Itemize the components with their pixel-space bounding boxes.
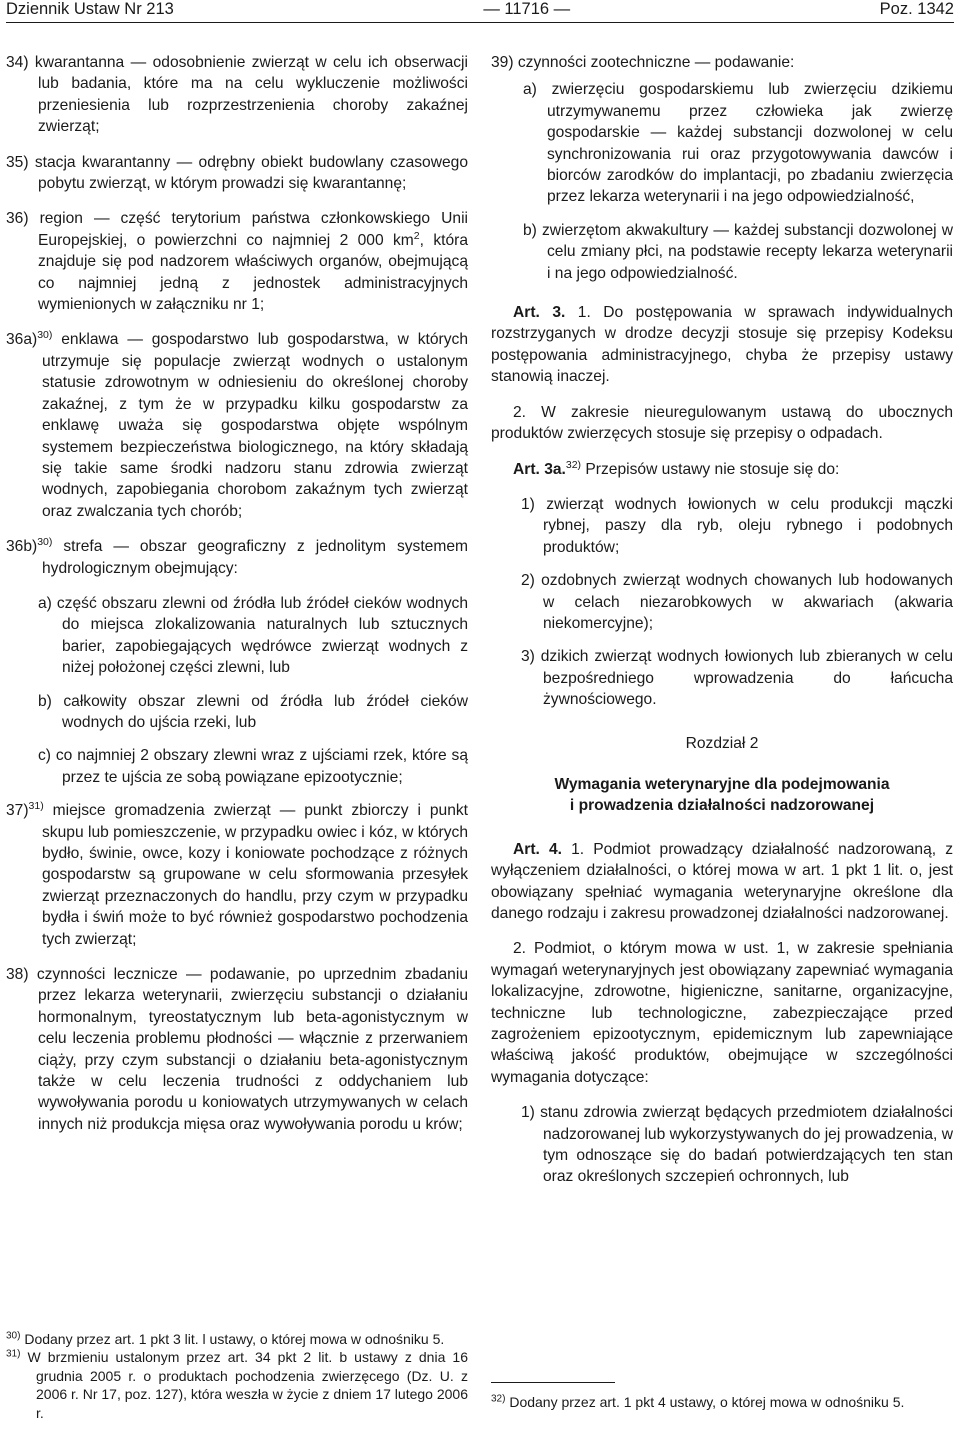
right-column: [491, 52, 953, 1200]
definition-37-text: miejsce gromadzenia zwierząt — punkt zbiorczy i punkt skupu lub pomieszczenie, w przypadku owiec i kóz, w których bydło, świnie, owce, kozy i koniowate pochodzące z różnych gospodarstw są grupowane w celu sformowania przesyłek zwierząt przeznaczonych do handlu, przy czym w przypadku bydła i świń może to być również gospodarstwo pochodzenia tych zwierząt;: [42, 802, 468, 948]
definition-36a: [6, 329, 468, 522]
footnote-ref-30: 30): [37, 535, 53, 548]
footnote-30-marker: 30): [6, 1330, 21, 1342]
footnote-32-text: Dodany przez art. 1 pkt 4 ustawy, o której mowa w odnośniku 5.: [505, 1394, 905, 1410]
definition-37: [6, 800, 468, 950]
left-column: [6, 52, 468, 1149]
article-3a-point-2: 2) ozdobnych zwierząt wodnych chowanych lub hodowanych w celach niezarobkowych w akwariach (akwaria niekomercyjne);: [521, 572, 953, 632]
position-number: Poz. 1342: [879, 0, 954, 18]
article-3a-text: Przepisów ustawy nie stosuje się do:: [581, 460, 840, 478]
journal-title: Dziennik Ustaw Nr 213: [6, 0, 174, 18]
definition-39-b: b) zwierzętom akwakultury — każdej substancji dozwolonej w celu zmiany płci, na podstawie recepty lekarza weterynarii i na jego odpowiedzialność.: [523, 221, 953, 282]
article-3-paragraph-1: [491, 302, 953, 388]
article-4-p1-text: 1. Podmiot prowadzący działalność nadzorowaną, z wyłączeniem działalności, o której mowa w art. 1 pkt 1 lit. o, jest obowiązany spełniać wymagania weterynaryjne określone dla danego rodzaju i zakresu prowadzonej działalności nadzorowanej.: [491, 840, 953, 922]
definition-37-label: 37): [6, 802, 29, 820]
footnote-ref-31: 31): [28, 800, 44, 812]
article-3-paragraph-2: 2. W zakresie nieuregulowanym ustawą do ubocznych produktów zwierzęcych stosuje się przepisy o odpadach.: [491, 403, 953, 443]
definition-39: 39) czynności zootechniczne — podawanie:: [491, 54, 795, 71]
definition-38: 38) czynności lecznicze — podawanie, po uprzednim zbadaniu przez lekarza weterynarii, zwierzęciu substancji o działaniu hormonalnym, tyreostatycznym lub beta-agonistycznym w celu leczenia problemu płodności — włącznie z przerwaniem ciąży, przy czym substancji o działaniu beta-agonistycznym także w celu leczenia trudności z oddychaniem lub wywoływania porodu u koniowatych utrzymywanych w celach innych niż produkcja mięsa oraz wywoływania porodu u krów;: [6, 966, 468, 1133]
definition-36: [6, 208, 468, 315]
article-4-paragraph-1: [491, 839, 953, 925]
article-3a-point-3: 3) dzikich zwierząt wodnych łowionych lub zbieranych w celu bezpośredniego wprowadzenia do łańcucha żywnościowego.: [521, 648, 953, 709]
article-4-paragraph-2: 2. Podmiot, o którym mowa w ust. 1, w zakresie spełniania wymagań weterynaryjnych jest obowiązany zapewniać wymagania lokalizacyjne, zdrowotne, higieniczne, sanitarne, organizacyjne, techniczne lub technologiczne, zabezpieczające przed zagrożeniem epizootycznym, epidemicznym lub zapewniające właściwą jakość produktów, obejmujące w szczególności wymagania dotyczące:: [491, 940, 953, 1086]
article-4-label: Art. 4.: [513, 840, 562, 858]
definition-36-text-b: , która znajduje się pod nadzorem właściwych organów, obejmującą co najmniej jedną z jednostek administracyjnych wymienionych w załączniku nr 1;: [38, 231, 468, 314]
chapter-title-line-1: Wymagania weterynaryjne dla podejmowania: [554, 775, 890, 793]
definition-34: 34) kwarantanna — odosobnienie zwierząt w celu ich obserwacji lub badania, które ma na celu wykluczenie możliwości przeniesienia lub rozprzestrzenienia choroby zakaźnej zwierząt;: [6, 54, 468, 136]
superscript-2: 2: [413, 229, 420, 242]
definition-36a-label: 36a): [6, 331, 38, 349]
footnote-separator: [491, 1382, 615, 1383]
chapter-number: Rozdział 2: [685, 734, 759, 752]
definition-36b-a: a) część obszaru zlewni od źródła lub źródeł cieków wodnych do miejsca zlokalizowania naturalnych lub sztucznych barier, zapobiegających wędrówce zwierząt wodnych z niżej położonej części zlewni, lub: [38, 594, 468, 677]
article-3-p1-text: 1. Do postępowania w sprawach indywidualnych rozstrzyganych w drodze decyzji stosuje się przepisy Kodeksu postępowania administracyjnego, chyba że przepisy ustawy stanowią inaczej.: [491, 304, 953, 386]
footnote-30: [6, 1330, 468, 1348]
definition-39-a: a) zwierzęciu gospodarskiemu lub zwierzęciu dzikiemu utrzymywanemu przez człowieka jak zwierzę gospodarskie — każdej substancji dozwolonej w celu synchronizowania rui oraz przygotowywania dawców i biorców zarodków do implantacji, po zbadaniu zwierzęcia przez lekarza weterynarii i na jego odpowiedzialność,: [523, 81, 953, 206]
definition-36a-text: enklawa — gospodarstwo lub gospodarstwa, w których utrzymuje się populacje zwierząt wodnych o ustalonym statusie zdrowotnym w odniesieniu do określonej choroby zakaźnej, z tym że w przypadku kilku gospodarstw za enklawę uważa się gospodarstwa objęte wspólnym systemem bezpieczeństwa biologicznego, na który składają się takie same środki nadzoru stanu zdrowia zwierząt wodnych, zapobiegania chorobom zakaźnym tych zwierząt oraz zwalczania tych chorób;: [42, 331, 468, 520]
footnote-31: [6, 1348, 468, 1422]
definition-36b-text: strefa — obszar geograficzny z jednolitym systemem hydrologicznym obejmujący:: [42, 538, 468, 577]
article-3a-label: Art. 3a.: [513, 460, 566, 478]
footnote-31-marker: 31): [6, 1348, 21, 1360]
footnote-32: [491, 1393, 953, 1411]
footnote-30-text: Dodany przez art. 1 pkt 3 lit. l ustawy, o której mowa w odnośniku 5.: [20, 1331, 445, 1347]
definition-36b-c: c) co najmniej 2 obszary zlewni wraz z ujściami rzek, które są przez te ujścia ze sobą powiązane epizootycznie;: [38, 747, 468, 786]
article-3a-point-1: 1) zwierząt wodnych łowionych w celu produkcji mączki rybnej, paszy dla ryb, oleju rybnego i podobnych produktów;: [521, 495, 953, 556]
definition-36b-b: b) całkowity obszar zlewni od źródła lub źródeł cieków wodnych do ujścia rzeki, lub: [38, 692, 468, 731]
page-number: — 11716 —: [483, 0, 571, 18]
definition-36-text-a: 36) region — część terytorium państwa członkowskiego Unii Europejskiej, o powierzchni co najmniej 2 000 km: [6, 210, 468, 249]
article-3-label: Art. 3.: [513, 304, 566, 322]
footnote-32-marker: 32): [491, 1393, 506, 1405]
article-4-point-1: 1) stanu zdrowia zwierząt będących przedmiotem działalności nadzorowanej lub wykorzystywanych do jej prowadzenia, w tym odnoszące się do badań potwierdzających ten stan oraz określonych szczepień ochronnych, lub: [521, 1104, 953, 1186]
footnote-ref-30: 30): [37, 329, 53, 342]
left-footnotes: [6, 1330, 468, 1422]
footnote-31-text: W brzmieniu ustalonym przez art. 34 pkt 2 lit. b ustawy z dnia 16 grudnia 2005 r. o produktach pochodzenia zwierzęcego (Dz. U. z 2006 r. Nr 17, poz. 127), która weszła w życie z dniem 17 lutego 2006 r.: [20, 1349, 468, 1421]
definition-36b: [6, 536, 468, 579]
article-3a: [491, 459, 953, 480]
right-footnotes: [491, 1382, 953, 1411]
definition-35: 35) stacja kwarantanny — odrębny obiekt budowlany czasowego pobytu zwierząt, w którym prowadzi się kwarantannę;: [6, 153, 468, 193]
chapter-title-line-2: i prowadzenia działalności nadzorowanej: [569, 797, 875, 815]
definition-36b-label: 36b): [6, 538, 38, 556]
footnote-ref-32: 32): [565, 458, 582, 471]
running-header: [6, 0, 954, 23]
